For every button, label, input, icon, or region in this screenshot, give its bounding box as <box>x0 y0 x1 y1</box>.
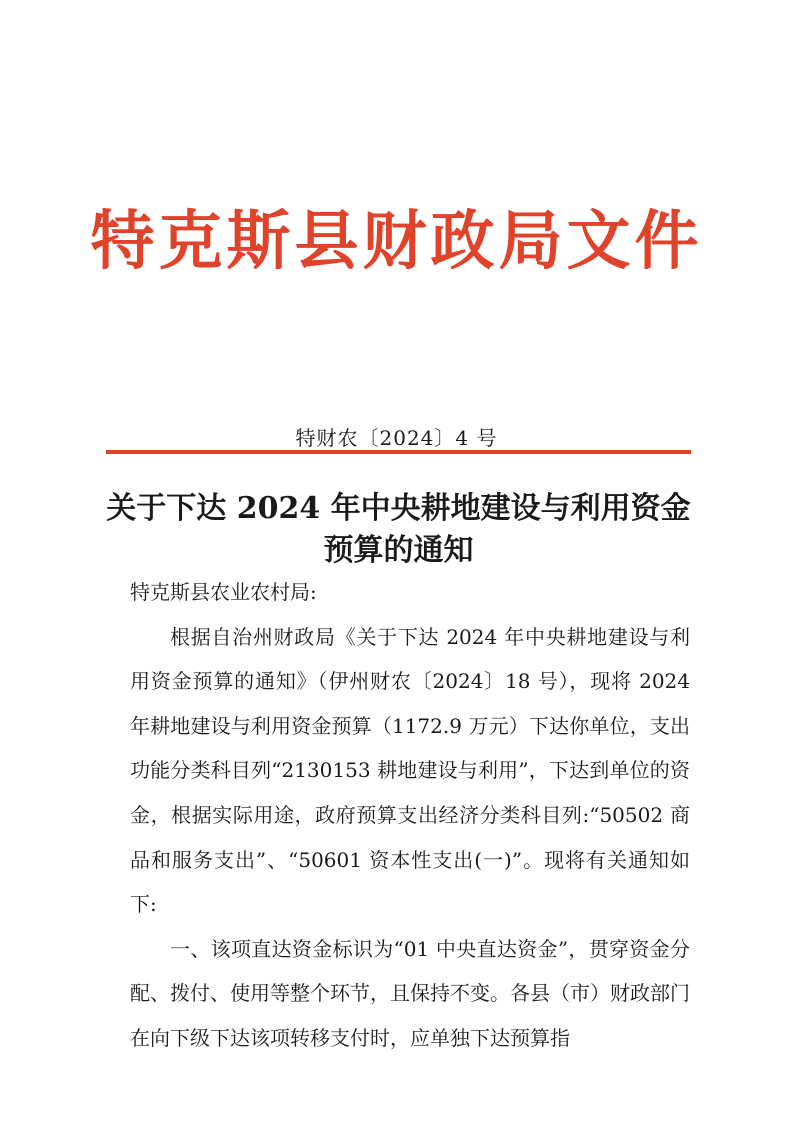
body-paragraph-2: 一、该项直达资金标识为“01 中央直达资金”，贯穿资金分配、拨付、使用等整个环节，且保持不变。各县（市）财政部门在向下级下达该项转移支付时，应单独下达预算指 <box>130 936 690 1050</box>
notice-title-line2: 预算的通知 <box>323 533 474 568</box>
notice-title-line1: 关于下达 2024 年中央耕地建设与利用资金 <box>106 491 691 526</box>
notice-title <box>106 488 691 572</box>
document-number: 特财农〔2024〕4 号 <box>295 426 498 450</box>
red-divider-line <box>106 450 691 454</box>
body-paragraph-1: 根据自治州财政局《关于下达 2024 年中央耕地建设与利用资金预算的通知》（伊州财农〔2024〕18 号），现将 2024 年耕地建设与利用资金预算（1172.9 万元）下达你单位，支出功能分类科目列“2130153 耕地建设与利用”，下达到单位的资金，根据实际用途，政府预算支出经济分类科目列:“50502 商品和服务支出”、“50601 资本性支出(一)”。现将有关通知如下: <box>130 624 690 917</box>
document-header-title: 特克斯县财政局文件 <box>90 204 703 279</box>
addressee: 特克斯县农业农村局: <box>130 580 317 604</box>
document-body <box>130 570 690 1061</box>
